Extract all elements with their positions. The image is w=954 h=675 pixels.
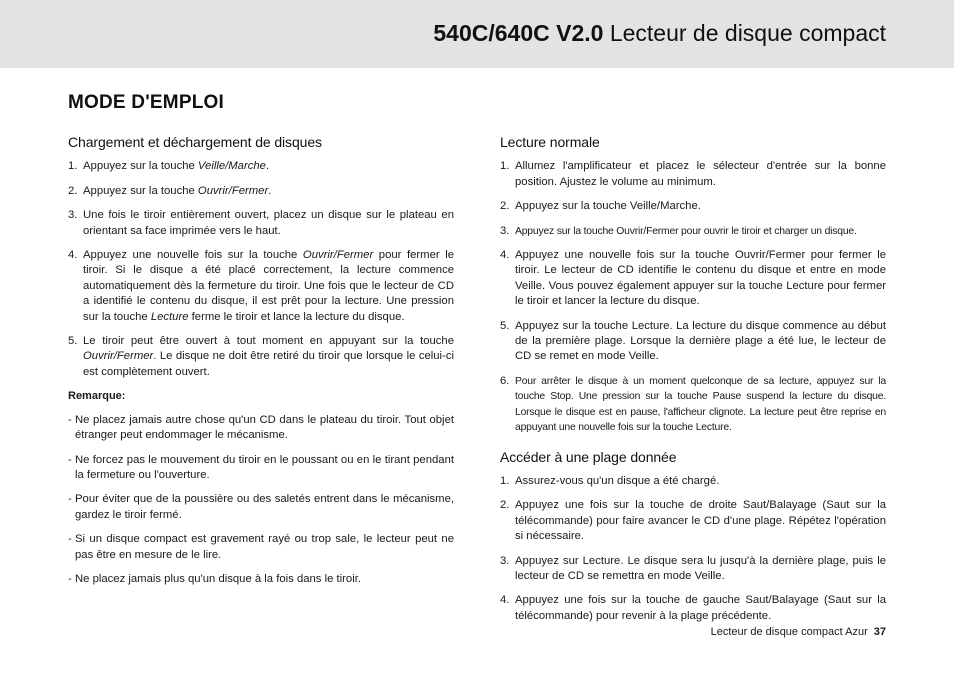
step-number: 1. — [500, 160, 510, 173]
list-item — [500, 474, 886, 489]
step-number: 5. — [68, 335, 78, 348]
list-item — [500, 199, 886, 214]
list-item — [500, 248, 886, 310]
header-model: 540C/640C V2.0 — [433, 20, 604, 46]
list-item: - Ne forcez pas le mouvement du tiroir en le poussant ou en le tirant pendant la fermeture ou l'ouverture. — [68, 453, 454, 484]
header-subtitle: Lecteur de disque compact — [609, 20, 886, 46]
step-number: 2. — [500, 200, 510, 213]
loading-heading: Chargement et déchargement de disques — [68, 134, 322, 150]
step-number: 1. — [500, 474, 510, 487]
note-text: Ne placez jamais plus qu'un disque à la fois dans le tiroir. — [75, 572, 361, 585]
note-text: Ne forcez pas le mouvement du tiroir en le poussant ou en le tirant pendant la fermeture ou l'ouverture. — [75, 453, 454, 481]
remark-notes — [68, 413, 454, 588]
list-item: - Ne placez jamais plus qu'un disque à la fois dans le tiroir. — [68, 572, 454, 587]
note-text: Si un disque compact est gravement rayé ou trop sale, le lecteur peut ne pas être en mesure de le lire. — [75, 533, 454, 561]
list-item — [68, 208, 454, 239]
step-text: Une fois le tiroir entièrement ouvert, placez un disque sur le plateau en orientant sa face imprimée vers le haut. — [83, 209, 454, 237]
step-text: Appuyez sur la touche Veille/Marche. — [83, 160, 270, 173]
note-text: Pour éviter que de la poussière ou des saletés entrent dans le mécanisme, gardez le tiroir fermé. — [75, 493, 454, 521]
step-text: Appuyez sur Lecture. Le disque sera lu jusqu'à la dernière plage, puis le lecteur de CD se remettra en mode Veille. — [515, 554, 886, 582]
page-footer — [711, 626, 886, 638]
step-number: 3. — [500, 554, 510, 567]
step-number: 2. — [68, 184, 78, 197]
page-header-title — [433, 20, 886, 47]
footer-text: Lecteur de disque compact Azur — [710, 626, 868, 638]
list-item — [500, 159, 886, 190]
step-text: Appuyez une nouvelle fois sur la touche Ouvrir/Fermer pour fermer le tiroir. Le lecteur de CD identifie le contenu du disque et entre en mode Veille. Vous pouvez également appuyer sur la touche Lecture pour fermer le tiroir et lancer la lecture du disque. — [515, 249, 886, 308]
list-item: - Ne placez jamais autre chose qu'un CD dans le plateau du tiroir. Tout objet étranger peut endommager le mécanisme. — [68, 413, 454, 444]
step-text: Appuyez sur la touche Ouvrir/Fermer pour ouvrir le tiroir et charger un disque. — [515, 225, 857, 237]
note-text: Ne placez jamais autre chose qu'un CD dans le plateau du tiroir. Tout objet étranger peut endommager le mécanisme. — [75, 413, 454, 442]
step-number: 4. — [68, 249, 78, 262]
normal-playback-heading: Lecture normale — [500, 134, 600, 150]
track-access-steps — [500, 474, 886, 624]
list-item — [500, 224, 886, 239]
right-column — [500, 135, 886, 633]
track-access-heading: Accéder à une plage donnée — [500, 448, 677, 465]
list-item: - Si un disque compact est gravement rayé ou trop sale, le lecteur peut ne pas être en mesure de le lire. — [68, 532, 454, 563]
step-text: Appuyez sur la touche Lecture. La lecture du disque commence au début de la première plage. Lorsque la dernière plage a été lue, le lecteur de CD se remet en mode Veille. — [515, 319, 886, 363]
step-number: 4. — [500, 594, 510, 607]
list-item: - Pour éviter que de la poussière ou des saletés entrent dans le mécanisme, gardez le tiroir fermé. — [68, 492, 454, 523]
list-item — [500, 498, 886, 544]
list-item — [500, 554, 886, 585]
section-title: MODE D'EMPLOI — [68, 92, 224, 113]
list-item — [500, 319, 886, 365]
step-number: 3. — [500, 224, 510, 237]
step-number: 4. — [500, 249, 510, 262]
left-column — [68, 135, 454, 596]
step-text: Appuyez sur la touche Ouvrir/Fermer. — [83, 184, 272, 197]
list-item — [68, 159, 454, 174]
list-item — [68, 184, 454, 199]
step-text: Appuyez sur la touche Veille/Marche. — [515, 200, 701, 213]
step-text: Allumez l'amplificateur et placez le sélecteur d'entrée sur la bonne position. Ajustez le volume au minimum. — [515, 160, 886, 188]
step-number: 1. — [68, 160, 78, 173]
step-text: Appuyez une fois sur la touche de gauche Saut/Balayage (Saut sur la télécommande) pour revenir à la plage précédente. — [515, 594, 886, 622]
remark-label: Remarque: — [68, 390, 126, 403]
step-text: Le tiroir peut être ouvert à tout moment en appuyant sur la touche Ouvrir/Fermer. Le disque ne doit être retiré du tiroir que lorsque le celui-ci est complètement ouvert. — [83, 335, 454, 378]
step-number: 3. — [68, 209, 78, 222]
step-text: Appuyez une fois sur la touche de droite Saut/Balayage (Saut sur la télécommande) pour faire avancer le CD d'une plage. Répétez l'opération si nécessaire. — [515, 499, 886, 543]
normal-playback-steps — [500, 159, 886, 435]
page-number: 37 — [873, 626, 886, 638]
step-text: Appuyez une nouvelle fois sur la touche Ouvrir/Fermer pour fermer le tiroir. Si le disque a été placé correctement, la lecture commence automatiquement dès la fermeture du tiroir. Une fois que le lecteur de CD a identifié le contenu du disque, il est prêt pour la lecture. Une pression sur la touche Lecture ferme le tiroir et lance la lecture du disque. — [83, 249, 454, 323]
step-number: 2. — [500, 499, 510, 512]
step-text: Pour arrêter le disque à un moment quelconque de sa lecture, appuyez sur la touche Stop. Une pression sur la touche Pause suspend la lecture du disque. Lorsque le disque est en pause, l'afficheur clignote. La lecture peut être reprise en appuyant une nouvelle fois sur la touche Lecture. — [515, 375, 886, 434]
list-item — [68, 248, 454, 325]
list-item — [500, 593, 886, 624]
loading-steps — [68, 159, 454, 380]
step-text: Assurez-vous qu'un disque a été chargé. — [515, 474, 720, 487]
step-number: 6. — [500, 374, 510, 387]
step-number: 5. — [500, 319, 510, 332]
list-item — [500, 374, 886, 436]
list-item — [68, 334, 454, 380]
